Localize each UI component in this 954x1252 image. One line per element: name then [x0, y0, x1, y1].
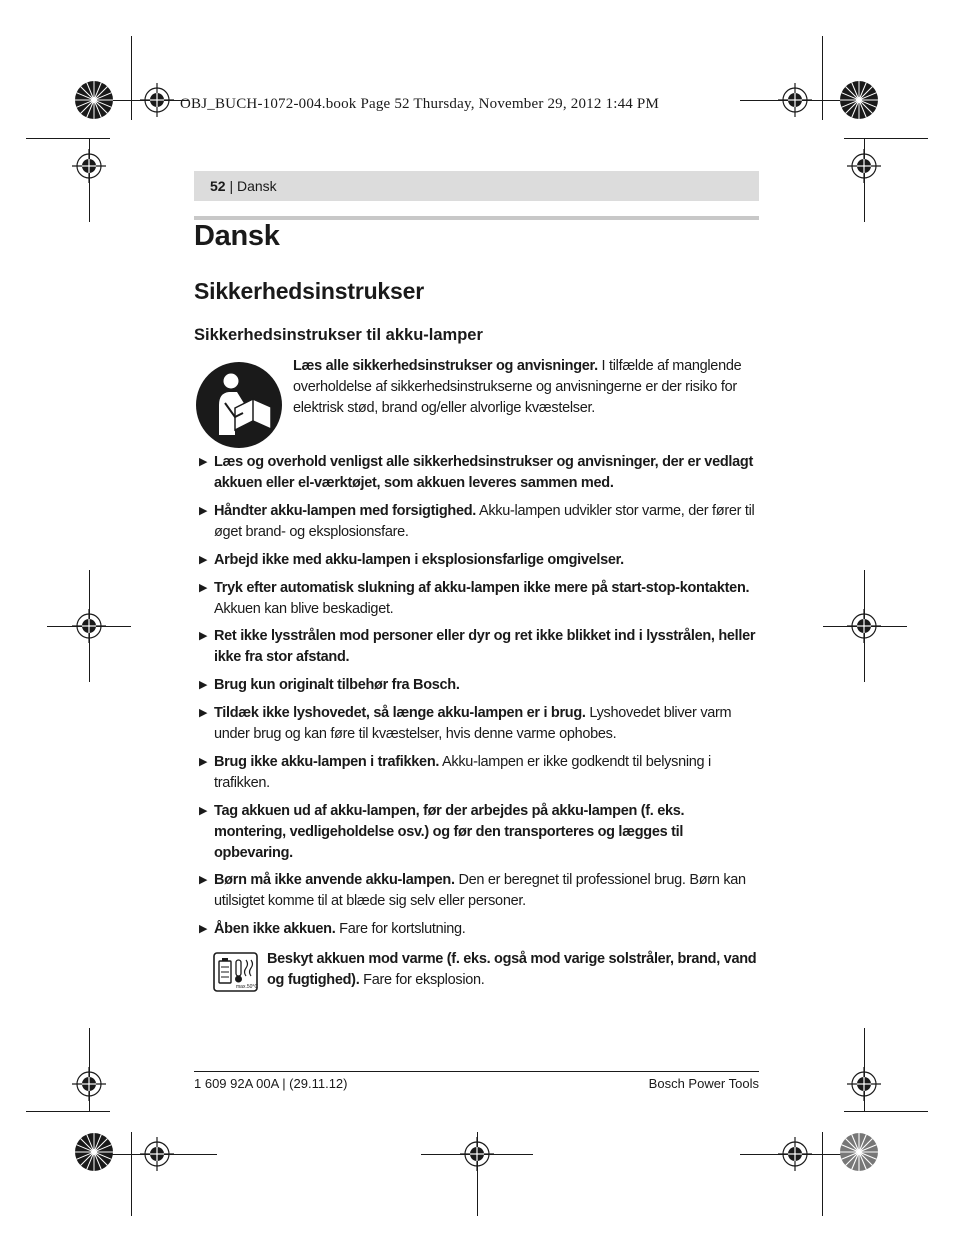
read-manual-icon	[195, 361, 283, 449]
section-title: Sikkerhedsinstrukser	[194, 278, 424, 304]
page-title: Dansk	[194, 220, 280, 252]
heat-icon-label: max.50°C	[236, 984, 258, 990]
page-number: 52	[210, 178, 226, 194]
print-slug: OBJ_BUCH-1072-004.book Page 52 Thursday, November 29, 2012 1:44 PM	[180, 96, 660, 112]
list-item: Brug kun originalt tilbehør fra Bosch.	[214, 677, 460, 693]
list-item: Læs og overhold venligst alle sikkerhedsinstrukser og anvisninger, der er vedlagt akkuen eller el-værktøjet, som akkuen leveres sammen med.	[214, 454, 753, 491]
header-language: Dansk	[237, 178, 277, 194]
bullet-arrow: ▶	[199, 707, 208, 719]
bullet-arrow: ▶	[199, 630, 208, 642]
bullet-arrow: ▶	[199, 505, 208, 517]
intro-paragraph	[293, 356, 759, 419]
list-item: Tryk efter automatisk slukning af akku-lampen ikke mere på start-stop-kontakten. Akkuen kan blive beskadiget.	[214, 580, 750, 617]
list-item: Ret ikke lysstrålen mod personer eller dyr og ret ikke blikket ind i lysstrålen, heller ikke fra stor afstand.	[214, 628, 756, 665]
bullet-arrow: ▶	[199, 554, 208, 566]
bullet-arrow: ▶	[199, 805, 208, 817]
bullet-arrow: ▶	[199, 679, 208, 691]
bullet-arrow: ▶	[199, 582, 208, 594]
footer-brand: Bosch Power Tools	[648, 1076, 759, 1091]
bullet-arrow: ▶	[199, 874, 208, 886]
page-header	[194, 171, 759, 201]
bullet-arrow: ▶	[199, 923, 208, 935]
list-item: Brug ikke akku-lampen i trafikken. Akku-lampen er ikke godkendt til belysning i trafikken.	[214, 754, 711, 791]
footer-rule	[194, 1071, 759, 1072]
battery-heat-icon	[213, 952, 258, 992]
intro-bold: Læs alle sikkerhedsinstrukser og anvisninger.	[293, 358, 598, 374]
header-separator: |	[225, 178, 237, 194]
list-item: Tildæk ikke lyshovedet, så længe akku-lampen er i brug. Lyshovedet bliver varm under brug og kan føre til kvæstelser, hvis denne varme ophobes.	[214, 705, 732, 742]
subsection-title: Sikkerhedsinstrukser til akku-lamper	[194, 326, 483, 344]
intro-text: I tilfælde af manglende overholdelse af sikkerhedsinstrukserne og anvisningerne er der risiko for elektrisk stød, brand og/eller alvorlige kvæstelser.	[293, 358, 742, 416]
list-item: Tag akkuen ud af akku-lampen, før der arbejdes på akku-lampen (f. eks. montering, vedligeholdelse osv.) og før den transporteres og lægges til opbevaring.	[214, 803, 685, 861]
heat-warning-text: Beskyt akkuen mod varme (f. eks. også mod varige solstråler, brand, vand og fugtighed). Fare for eksplosion.	[267, 951, 757, 988]
bullet-arrow: ▶	[199, 756, 208, 768]
footer-document-code: 1 609 92A 00A | (29.11.12)	[194, 1076, 348, 1091]
list-item: Børn må ikke anvende akku-lampen. Den er beregnet til professionel brug. Børn kan utilsigtet komme til at blæde sig selv eller personer.	[214, 872, 746, 909]
list-item: Arbejd ikke med akku-lampen i eksplosionsfarlige omgivelser.	[214, 552, 624, 568]
list-item: Håndter akku-lampen med forsigtighed. Akku-lampen udvikler stor varme, der fører til øget brand- og eksplosionsfare.	[214, 503, 755, 540]
bullet-arrow: ▶	[199, 456, 208, 468]
list-item: Åben ikke akkuen. Fare for kortslutning.	[214, 921, 466, 937]
